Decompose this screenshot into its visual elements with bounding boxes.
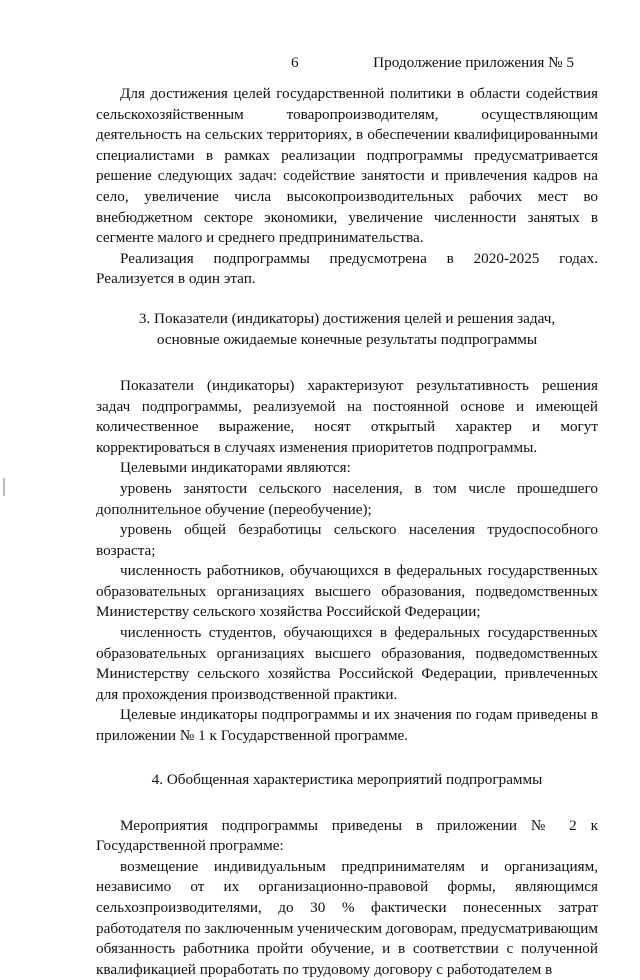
intro-paragraph: Для достижения целей государственной политики в области содействия сельскохозяйственным товаропроизводителям, осуществляющим деятельность на сельских территориях, в обеспечении квалифицированными специалистами в рамках реализации подпрограммы предусматривается решение следующих задач: содействие занятости и привлечения кадров на село, увеличение числа высокопроизводительных рабочих мест во внебюджетном секторе экономики, увеличение численности занятых в сегменте малого и среднего предпринимательства. (96, 85, 598, 247)
document-body (96, 84, 598, 980)
indicators-paragraph: Показатели (индикаторы) характеризуют результативность решения задач подпрограммы, реализуемой на постоянной основе и имеющей количественное выражение, носят открытый характер и могут корректироваться в случаях изменения приоритетов подпрограммы. (96, 376, 598, 456)
margin-mark (3, 478, 5, 496)
indicator-values-paragraph: Целевые индикаторы подпрограммы и их значения по годам приведены в приложении № 1 к Государственной программе. (96, 706, 598, 745)
target-indicators-intro: Целевыми индикаторами являются: (120, 459, 351, 477)
indicator-item: численность работников, обучающихся в федеральных государственных образовательных организациях высшего образования, подведомственных Министерству сельского хозяйства Российской Федерации; (96, 562, 598, 621)
compensation-paragraph: возмещение индивидуальным предпринимателям и организациям, независимо от их организационно-правовой формы, являющимся сельхозпроизводителями, до 30 % фактически понесенных затрат работодателя по заключенным ученическим договорам, предусматривающим обязанность работника пройти обучение, и в соответствии с полученной квалификацией проработать по трудовому договору с работодателем в (96, 857, 598, 978)
indicator-item: уровень занятости сельского населения, в том числе прошедшего дополнительное обучение (переобучение); (96, 479, 598, 518)
indicator-item: уровень общей безработицы сельского населения трудоспособного возраста; (96, 521, 598, 559)
measures-paragraph: Мероприятия подпрограммы приведены в приложении № 2 к Государственной программе: (96, 816, 598, 855)
timeline-paragraph: Реализация подпрограммы предусмотрена в 2020-2025 годах. Реализуется в один этап. (96, 249, 598, 288)
page-header (96, 54, 574, 76)
section-3-heading-line-2: основные ожидаемые конечные результаты подпрограммы (156, 330, 538, 348)
section-4-heading: 4. Обобщенная характеристика мероприятий подпрограммы (151, 770, 543, 788)
indicator-item: численность студентов, обучающихся в федеральных государственных образовательных организациях высшего образования, подведомственных Министерству сельского хозяйства Российской Федерации, привлеченных для прохождения производственной практики. (96, 624, 598, 703)
section-3-heading-line-1: 3. Показатели (индикаторы) достижения целей и решения задач, (138, 309, 556, 327)
appendix-label: Продолжение приложения № 5 (373, 54, 574, 71)
page-number: 6 (291, 54, 299, 71)
